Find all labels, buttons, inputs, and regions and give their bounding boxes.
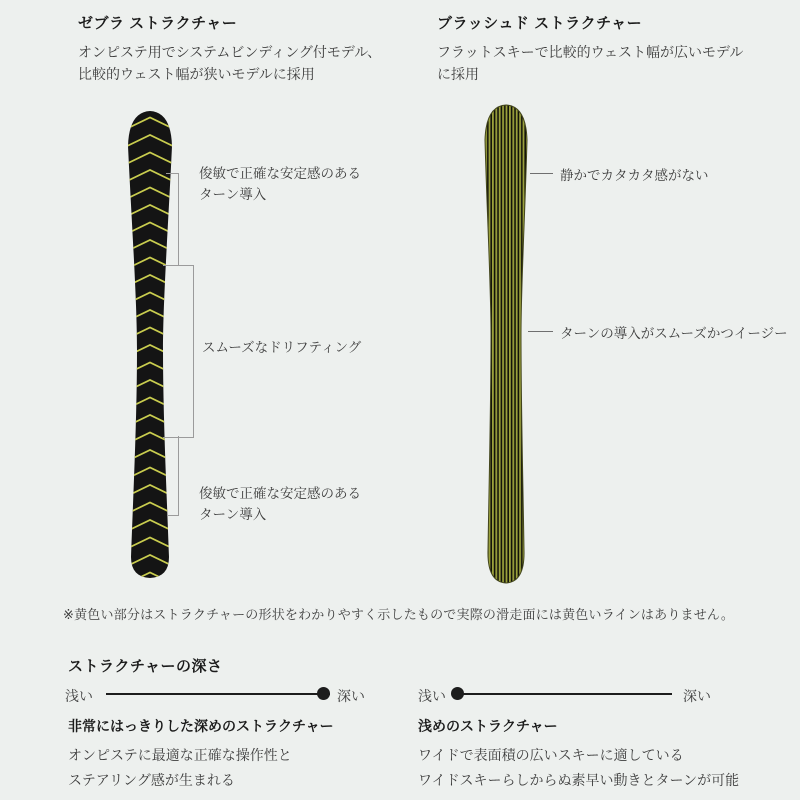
yellow-line-footnote: ※黄色い部分はストラクチャーの形状をわかりやすく示したもので実際の滑走面には黄色いラインはありません。 — [63, 607, 735, 622]
brushed-ski-illustration — [475, 95, 537, 595]
shallow-structure-heading: 浅めのストラクチャー — [418, 718, 558, 734]
zebra-callout-3 — [199, 483, 361, 525]
brushed-structure-title: ブラッシュド ストラクチャー — [437, 15, 643, 32]
brushed-callout-1 — [560, 165, 709, 186]
zebra-desc-line2: 比較的ウェスト幅が狭いモデルに採用 — [78, 66, 315, 82]
brushed-connector-2 — [528, 331, 553, 332]
depth-scale-right-min-label: 浅い — [418, 688, 446, 704]
brushed-connector-1 — [530, 173, 553, 174]
zebra-callout-2-line1: スムーズなドリフティング — [202, 340, 362, 355]
zebra-bracket-bottom — [167, 436, 179, 516]
brushed-callout-1-line1: 静かでカタカタ感がない — [560, 168, 709, 183]
zebra-callout-3-line2: ターン導入 — [199, 507, 267, 522]
brushed-desc-line2: に採用 — [437, 66, 479, 82]
shallow-structure-line2: ワイドスキーらしからぬ素早い動きとターンが可能 — [418, 772, 740, 788]
depth-scale-left-line — [106, 693, 330, 695]
depth-section-title: ストラクチャーの深さ — [68, 658, 223, 675]
zebra-bracket-top — [166, 173, 179, 266]
brushed-ski-base — [485, 105, 527, 583]
depth-scale-right-max-label: 深い — [683, 688, 711, 704]
depth-scale-left-max-label: 深い — [337, 688, 365, 704]
zebra-structure-title: ゼブラ ストラクチャー — [78, 15, 238, 32]
deep-structure-line1: オンピステに最適な正確な操作性と — [68, 747, 292, 763]
depth-scale-left-min-label: 浅い — [65, 688, 93, 704]
zebra-callout-1 — [199, 163, 361, 205]
shallow-structure-line1: ワイドで表面積の広いスキーに適している — [418, 747, 684, 763]
zebra-callout-3-line1: 俊敏で正確な安定感のある — [199, 486, 361, 501]
brushed-section-header — [437, 12, 767, 85]
depth-scale-right-line — [458, 693, 672, 695]
zebra-callout-1-line1: 俊敏で正確な安定感のある — [199, 166, 361, 181]
deep-structure-line2: ステアリング感が生まれる — [68, 772, 235, 788]
zebra-bracket-middle — [163, 265, 194, 438]
zebra-section-header — [78, 12, 408, 85]
brushed-callout-2 — [560, 323, 788, 344]
depth-scale-left-dot — [317, 687, 330, 700]
brushed-desc-line1: フラットスキーで比較的ウェスト幅が広いモデル — [437, 44, 744, 60]
deep-structure-heading: 非常にはっきりした深めのストラクチャー — [68, 718, 334, 734]
deep-structure-block — [68, 716, 398, 793]
zebra-callout-2 — [202, 337, 361, 358]
shallow-structure-block — [418, 716, 778, 793]
zebra-desc-line1: オンピステ用でシステムビンディング付モデル、 — [78, 44, 382, 60]
zebra-callout-1-line2: ターン導入 — [199, 187, 267, 202]
brushed-callout-2-line1: ターンの導入がスムーズかつイージー — [560, 326, 788, 341]
